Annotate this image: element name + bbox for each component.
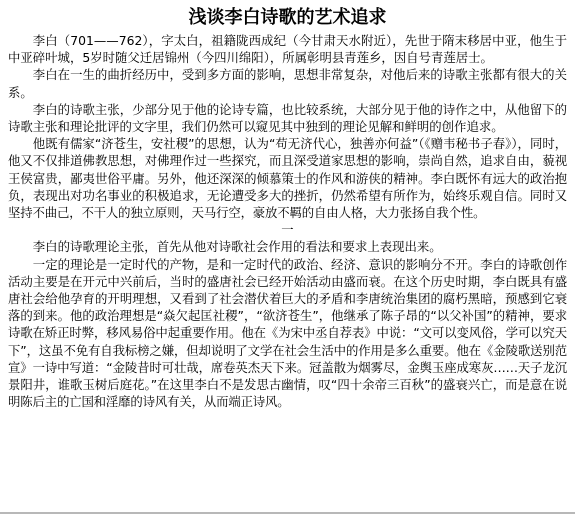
paragraph-influences: 李白在一生的曲折经历中，受到多方面的影响，思想非常复杂，对他后来的诗歌主张都有很大的关系。 — [8, 67, 567, 100]
article-title: 浅谈李白诗歌的艺术追求 — [188, 7, 387, 28]
paragraph-social-role-detail: 一定的理论是一定时代的产物，是和一定时代的政治、经济、意识的影响分不开。李白的诗歌创作活动主要是在开元中兴前后，当时的盛唐社会已经开始活动由盛而衰。在这个历史时期，李白既具有盛唐社会给他孕育的开明理想，又看到了社会潜伏着巨大的矛盾和李唐统治集团的腐朽黑暗，预感到它衰落的到来。他的政治理想是“焱欠起匡社稷”，“欲济苍生”，他继承了陈子昂的“以父补国”的精神，要求诗歌在矫正时弊，移风易俗中起重要作用。他在《为宋中丞自荐表》中说：“文可以变风俗，学可以究天下”，这虽不免有自我标榜之嫌，但却说明了文学在社会生活中的作用是多么重要。他在《金陵歌送别范宣》一诗中写道：“金陵昔时可壮哉，席卷英杰天下来。冠盖散为烟雾尽，金舆玉座成寒灰……天子龙沉景阳井，谁歌玉树后庭花。”在这里李白不是发思古幽情，叹“四十余帝三百秋”的盛衰兴亡，而是意在说明陈后主的亡国和淫靡的诗风有关，从而端正诗风。 — [8, 256, 567, 410]
paragraph-biography: 李白（701——762），字太白，祖籍陇西成纪（今甘肃天水附近），先世于隋末移居中亚，他生于中亚碎叶城，5岁时随父迁居锦州（今四川绵阳），所属彰明县青莲乡，因自号青莲居士。 — [8, 33, 567, 66]
section-number-one: 一 — [281, 222, 294, 238]
paragraph-social-role-intro: 李白的诗歌理论主张，首先从他对诗歌社会作用的看法和要求上表现出来。 — [32, 239, 442, 255]
paragraph-thought: 他既有儒家“济苍生，安社稷”的思想，认为“苟无济代心，独善亦何益”（《赠韦秘书子春》），同时，他又不仅排道佛教思想，对佛理作过一些探究，而且深受道家思想的影响，崇尚自然，追求自由，藐视王侯富贵，鄙夷世俗平庸。另外，他还深深的倾慕策士的作风和游侠的精神。李白既怀有远大的政治抱负，表现出对功名事业的积极追求，无论遭受多大的挫折，仍然希望有所作为，始终乐观自信。同时又坚持不曲己，不干人的独立原则，天马行空，豪放不羁的自由人格，大力张扬自我个性。 — [8, 136, 567, 221]
paragraph-poetic-views: 李白的诗歌主张，少部分见于他的论诗专篇，也比较系统，大部分见于他的诗作之中，从他留下的诗歌主张和理论批评的文字里，我们仍然可以窥见其中独到的理论见解和鲜明的创作追求。 — [8, 101, 567, 135]
